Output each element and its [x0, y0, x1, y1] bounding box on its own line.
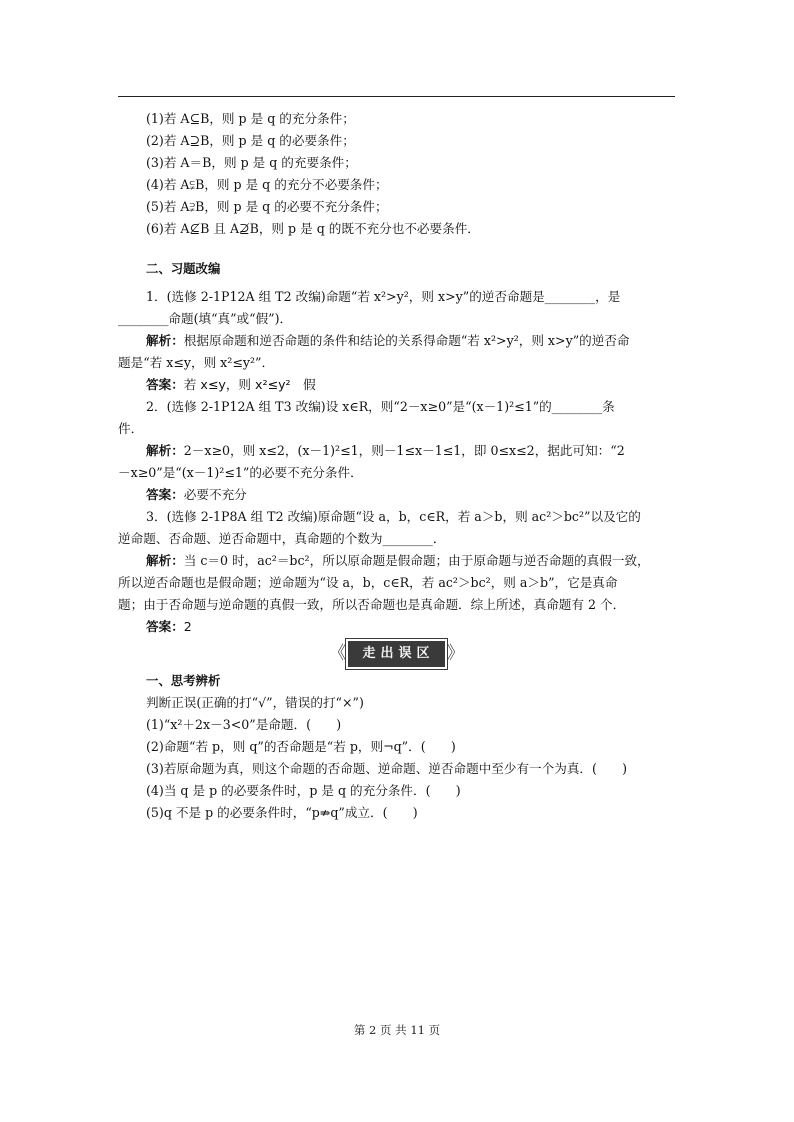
- true-false-item: (2)命题“若 p，则 q”的否命题是“若 p，则¬q”．( ): [146, 739, 456, 754]
- section-heading-exercises: 二、习题改编: [146, 261, 221, 276]
- question-2-answer: [118, 484, 675, 506]
- chevron-right-icon: 》: [446, 643, 465, 664]
- analysis-text: 2－x≥0，则 x≤2，(x－1)²≤1，则－1≤x－1≤1，即 0≤x≤2，据此可知：“2: [183, 443, 625, 458]
- question-3-answer: [118, 616, 675, 638]
- question-3-analysis-cont: 题；由于否命题与逆命题的真假一致，所以否命题也是真命题．综上所述，真命题有 2 个．: [118, 597, 626, 612]
- true-false-item: (1)“x²＋2x－3<0”是命题．( ): [146, 717, 342, 732]
- question-2-analysis-cont: －x≥0”是“(x－1)²≤1”的必要不充分条件．: [118, 465, 363, 480]
- section-banner: [118, 638, 675, 670]
- question-1-line-1: 1．(选修 2-1P12A 组 T2 改编)命题“若 x²>y²，则 x>y”的逆否命题是________，是: [146, 289, 621, 304]
- spacer: [118, 240, 675, 258]
- answer-label: 答案：: [146, 619, 184, 634]
- section-heading-reflection: 一、思考辨析: [146, 673, 221, 688]
- header-rule: [118, 96, 675, 97]
- analysis-text: 当 c＝0 时，ac²＝bc²，所以原命题是假命题；由于原命题与逆否命题的真假一致，: [183, 553, 650, 568]
- true-false-item: (3)若原命题为真，则这个命题的否命题、逆命题、逆否命题中至少有一个为真．( ): [146, 761, 628, 776]
- question-1-answer: [118, 374, 675, 396]
- analysis-text: 根据原命题和逆否命题的条件和结论的关系得命题“若 x²>y²，则 x>y”的逆否命: [183, 333, 630, 348]
- question-3-line-1: 3．(选修 2-1P8A 组 T2 改编)原命题“设 a，b，c∈R，若 a＞b，则 ac²＞bc²”以及它的: [146, 509, 641, 524]
- true-false-item: (5)q 不是 p 的必要条件时，“p⇏q”成立．( ): [146, 805, 418, 820]
- question-2-line-2: 件．: [118, 421, 144, 436]
- answer-label: 答案：: [146, 487, 184, 502]
- banner-title: 走出误区: [346, 639, 446, 669]
- page-number-footer: 第 2 页 共 11 页: [353, 1023, 441, 1037]
- answer-text: 2: [183, 619, 192, 634]
- true-false-item: (4)当 q 是 p 的必要条件时，p 是 q 的充分条件．( ): [146, 783, 461, 798]
- analysis-label: 解析：: [146, 553, 184, 568]
- question-3-analysis: [118, 550, 675, 572]
- question-1-analysis-cont: 题是“若 x≤y，则 x²≤y²”．: [118, 355, 275, 370]
- answer-text: 若 x≤y，则 x²≤y² 假: [183, 377, 316, 392]
- set-condition-item: (5)若 A⫌B，则 p 是 q 的必要不充分条件；: [146, 199, 388, 214]
- page-content: [118, 108, 675, 824]
- analysis-label: 解析：: [146, 443, 184, 458]
- chevron-left-icon: 《: [328, 643, 347, 664]
- question-2-analysis: [118, 440, 675, 462]
- set-condition-item: (3)若 A＝B，则 p 是 q 的充要条件；: [146, 155, 357, 170]
- set-condition-item: (4)若 A⫋B，则 p 是 q 的充分不必要条件；: [146, 177, 388, 192]
- set-condition-item: (6)若 A⊈B 且 A⊉B，则 p 是 q 的既不充分也不必要条件．: [146, 221, 480, 236]
- question-1-line-2: ________命题(填“真”或“假”)．: [118, 311, 293, 326]
- answer-label: 答案：: [146, 377, 184, 392]
- question-1-analysis: [118, 330, 675, 352]
- question-3-analysis-cont: 所以逆否命题也是假命题；逆命题为“设 a，b，c∈R，若 ac²＞bc²，则 a＞b”，它是真命: [118, 575, 618, 590]
- question-3-line-2: 逆命题、否命题、逆否命题中，真命题的个数为________．: [118, 531, 446, 546]
- set-condition-item: (1)若 A⊆B，则 p 是 q 的充分条件；: [146, 111, 355, 126]
- set-condition-item: (2)若 A⊇B，则 p 是 q 的必要条件；: [146, 133, 355, 148]
- true-false-intro: 判断正误(正确的打“√”，错误的打“×”): [146, 695, 364, 710]
- analysis-label: 解析：: [146, 333, 184, 348]
- question-2-line-1: 2．(选修 2-1P12A 组 T3 改编)设 x∈R，则“2－x≥0”是“(x－1)²≤1”的________条: [146, 399, 615, 414]
- answer-text: 必要不充分: [183, 487, 247, 502]
